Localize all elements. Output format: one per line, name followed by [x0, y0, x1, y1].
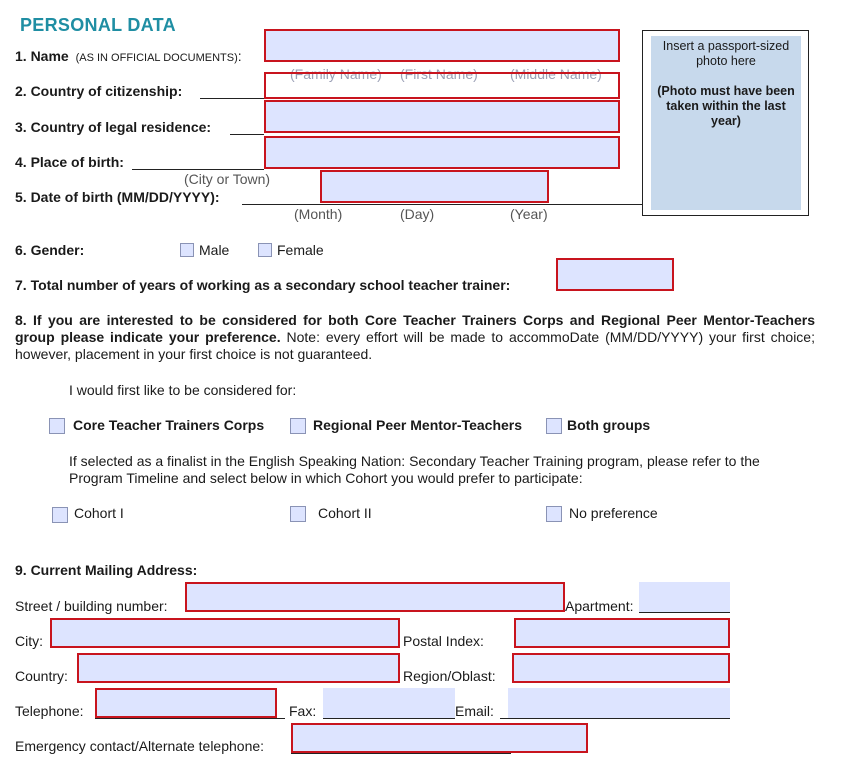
hint-month: (Month)	[294, 206, 343, 222]
hint-day: (Day)	[400, 206, 435, 222]
no-preference-label: No preference	[569, 505, 658, 521]
telephone-input[interactable]	[95, 688, 277, 718]
male-label: Male	[199, 242, 230, 258]
apartment-underline	[639, 612, 730, 613]
fax-label: Fax:	[289, 703, 317, 719]
preference-question	[15, 312, 815, 363]
apartment-label: Apartment:	[565, 598, 634, 614]
fax-underline	[323, 718, 455, 719]
cohort1-checkbox[interactable]	[52, 507, 68, 523]
core-trainers-label: Core Teacher Trainers Corps	[73, 417, 265, 433]
dob-underline	[242, 204, 642, 205]
female-label: Female	[277, 242, 324, 258]
name-label-row	[15, 48, 242, 64]
photo-frame	[642, 30, 809, 216]
city-label: City:	[15, 633, 43, 649]
email-underline	[500, 718, 730, 719]
mailing-address-label: 9. Current Mailing Address:	[15, 562, 198, 578]
citizenship-underline	[200, 98, 264, 99]
hint-first-name: (First Name)	[400, 66, 478, 82]
emergency-label: Emergency contact/Alternate telephone:	[15, 738, 265, 754]
telephone-label: Telephone:	[15, 703, 84, 719]
core-trainers-checkbox[interactable]	[49, 418, 65, 434]
finalist-text: If selected as a finalist in the English Speaking Nation: Secondary Teacher Training program, please refer to the Program Timeline and select below in which Cohort you would prefer to participate:	[69, 453, 760, 486]
citizenship-label: 2. Country of citizenship:	[15, 83, 183, 99]
emergency-input[interactable]	[291, 723, 588, 753]
country-label: Country:	[15, 668, 68, 684]
cohort1-label: Cohort I	[74, 505, 124, 521]
birthplace-label: 4. Place of birth:	[15, 154, 124, 170]
years-trainer-label: 7. Total number of years of working as a secondary school teacher trainer:	[15, 277, 511, 293]
region-input[interactable]	[512, 653, 730, 683]
street-input[interactable]	[185, 582, 565, 612]
regional-mentor-label: Regional Peer Mentor-Teachers	[313, 417, 523, 433]
email-input[interactable]	[508, 688, 730, 718]
dob-input[interactable]	[320, 170, 549, 203]
name-colon: :	[237, 48, 242, 64]
preference-note: Note: every effort will be made to accommoDate (MM/DD/YYYY) your first choice; however, placement in your first choice is not guaranteed.	[15, 329, 815, 362]
residence-label: 3. Country of legal residence:	[15, 119, 212, 135]
photo-note: (Photo must have been taken within the last year)	[657, 84, 795, 128]
page-title: PERSONAL DATA	[20, 15, 176, 35]
email-label: Email:	[455, 703, 494, 719]
male-checkbox[interactable]	[180, 243, 194, 257]
photo-placeholder[interactable]	[651, 36, 801, 210]
both-groups-checkbox[interactable]	[546, 418, 562, 434]
apartment-input[interactable]	[639, 582, 730, 612]
name-note: (AS IN OFFICIAL DOCUMENTS)	[75, 52, 238, 64]
citizenship-input[interactable]	[264, 72, 620, 99]
dob-label: 5. Date of birth (MM/DD/YYYY):	[15, 189, 220, 205]
name-label: 1. Name	[15, 48, 69, 64]
hint-city: (City or Town)	[184, 171, 271, 187]
regional-mentor-checkbox[interactable]	[290, 418, 306, 434]
postal-label: Postal Index:	[403, 633, 484, 649]
hint-year: (Year)	[510, 206, 548, 222]
both-groups-label: Both groups	[567, 417, 651, 433]
no-preference-checkbox[interactable]	[546, 506, 562, 522]
emergency-underline	[291, 753, 511, 754]
country-input[interactable]	[77, 653, 400, 683]
city-input[interactable]	[50, 618, 400, 648]
residence-underline	[230, 134, 264, 135]
years-trainer-input[interactable]	[556, 258, 674, 291]
birthplace-input[interactable]	[264, 136, 620, 169]
cohort2-label: Cohort II	[318, 505, 372, 521]
birthplace-underline	[132, 169, 264, 170]
fax-input[interactable]	[323, 688, 455, 718]
hint-family-name: (Family Name)	[290, 66, 382, 82]
cohort2-checkbox[interactable]	[290, 506, 306, 522]
gender-label: 6. Gender:	[15, 242, 85, 258]
female-checkbox[interactable]	[258, 243, 272, 257]
hint-middle-name: (Middle Name)	[510, 66, 602, 82]
telephone-underline	[95, 718, 285, 719]
first-consider-text: I would first like to be considered for:	[69, 382, 297, 398]
postal-input[interactable]	[514, 618, 730, 648]
region-label: Region/Oblast:	[403, 668, 496, 684]
name-input[interactable]	[264, 29, 620, 62]
photo-instruction: Insert a passport-sized photo here	[662, 39, 790, 68]
street-label: Street / building number:	[15, 598, 168, 614]
residence-input[interactable]	[264, 100, 620, 133]
preference-label: 8. If you are interested to be considered for both Core Teacher Trainers Corps and Regional Peer Mentor-Teachers group please indicate your preference.	[15, 312, 815, 345]
